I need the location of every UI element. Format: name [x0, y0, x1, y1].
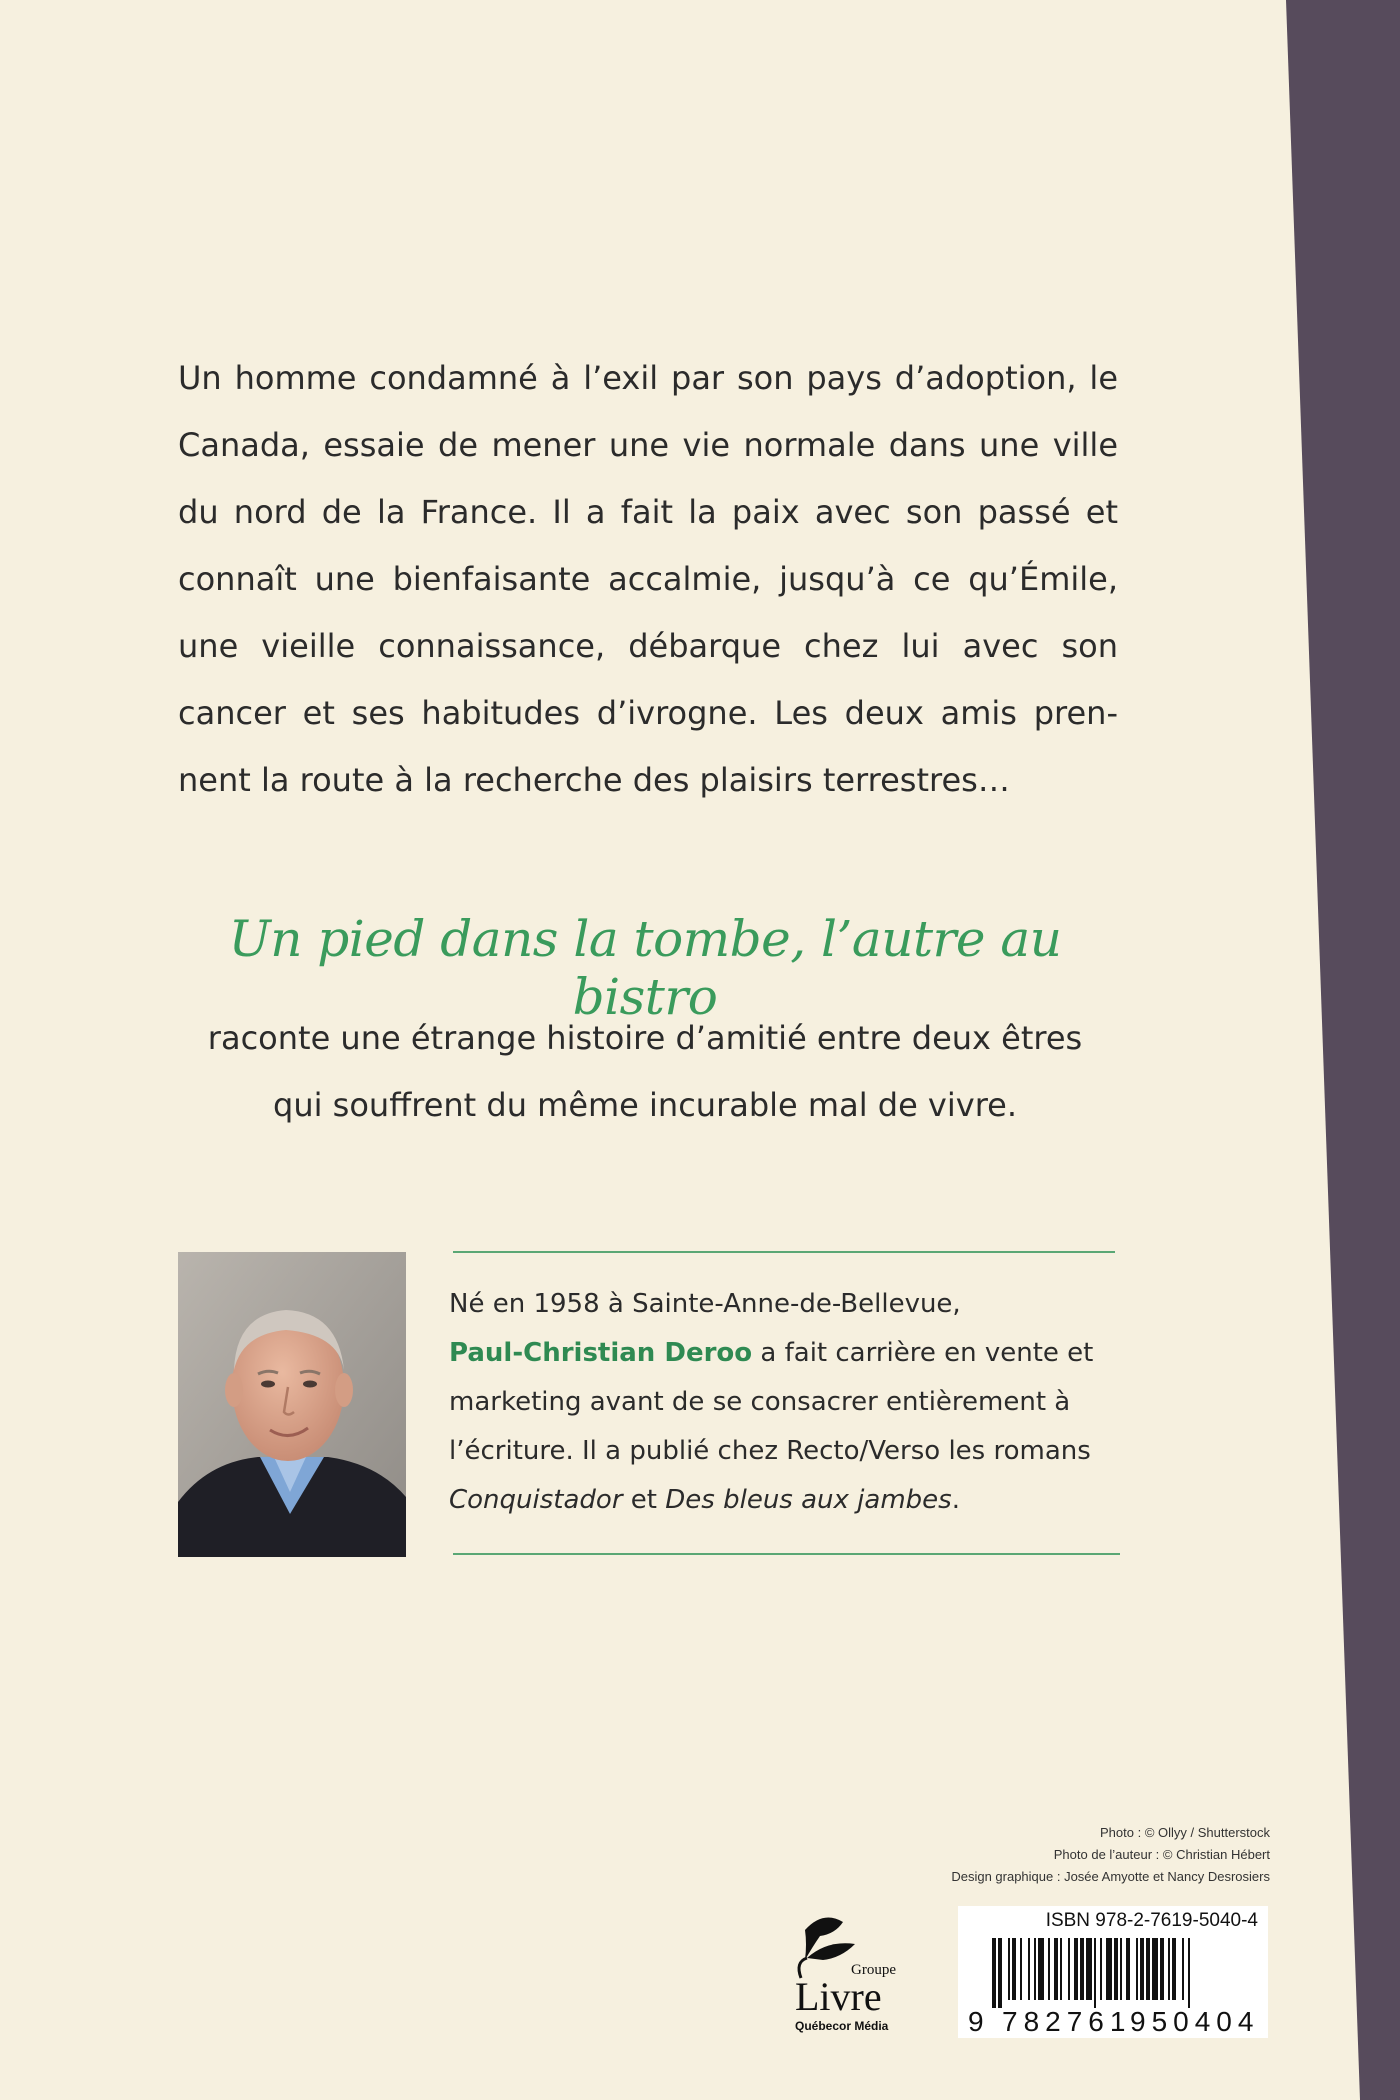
author-name: Paul-Christian Deroo: [449, 1338, 753, 1368]
bio-line: l’écriture. Il a publié chez Recto/Verso les romans: [449, 1436, 1091, 1466]
barcode-bar: [1182, 1938, 1184, 2000]
photo-credits: [850, 1822, 1270, 1888]
barcode-group-right: 950404: [1130, 2006, 1260, 2037]
barcode-bar: [1140, 1938, 1144, 2000]
barcode-group-left: 782761: [1002, 2006, 1132, 2037]
barcode-bar: [1146, 1938, 1150, 2000]
isbn-barcode: [958, 1906, 1268, 2038]
tagline: [175, 1005, 1115, 1139]
barcode-bar: [1038, 1938, 1044, 2000]
barcode-bar: [998, 1938, 1002, 2008]
bio-line: marketing avant de se consacrer entièrement à: [449, 1387, 1071, 1417]
publisher-logo: [765, 1900, 915, 2050]
barcode-bar: [1008, 1938, 1010, 2000]
bio-line: Né en 1958 à Sainte-Anne-de-Bellevue,: [449, 1289, 961, 1319]
book-title-script: Un pied dans la tombe, l’autre au bistro: [228, 910, 1062, 1026]
tagline-line: qui souffrent du même incurable mal de vivre.: [273, 1086, 1017, 1124]
barcode-bar: [1012, 1938, 1016, 2000]
barcode-bar: [1048, 1938, 1050, 2000]
barcode-bar: [1094, 1938, 1096, 2008]
barcode-bar: [1160, 1938, 1164, 2000]
credit-line: Design graphique : Josée Amyotte et Nancy Desrosiers: [951, 1869, 1270, 1884]
barcode-bar: [1126, 1938, 1130, 2000]
bio-top-rule: [453, 1251, 1115, 1253]
author-photo: [178, 1252, 406, 1557]
barcode-bar: [1152, 1938, 1158, 2000]
credit-line: Photo : © Ollyy / Shutterstock: [1100, 1825, 1270, 1840]
bio-text: .: [951, 1485, 960, 1515]
barcode-bar: [1114, 1938, 1118, 2000]
barcode-bar: [1188, 1938, 1190, 2008]
credit-line: Photo de l’auteur : © Christian Hébert: [1053, 1847, 1270, 1862]
author-bio: [449, 1280, 1129, 1525]
barcode-bar: [1168, 1938, 1170, 2000]
barcode-bar: [1136, 1938, 1138, 2000]
barcode-bar: [1020, 1938, 1022, 2000]
back-cover-blurb: [178, 345, 1118, 814]
barcode-bar: [1100, 1938, 1102, 2000]
isbn-label: ISBN 978-2-7619-5040-4: [1045, 1910, 1258, 1931]
barcode-bar: [1060, 1938, 1062, 2000]
barcode-bar: [1106, 1938, 1112, 2000]
bio-line: [449, 1476, 1129, 1525]
logo-livre: Livre: [795, 1974, 882, 2019]
book-title: Des bleus aux jambes: [665, 1485, 952, 1515]
barcode-bar: [1086, 1938, 1092, 2000]
blurb-line: nent la route à la recherche des plaisirs terrestres…: [178, 761, 1010, 799]
blurb-line: connaît une bienfaisante accalmie, jusqu’à ce qu’Émile,: [178, 560, 1118, 598]
barcode-bar: [1068, 1938, 1070, 2000]
blurb-line: Un homme condamné à l’exil par son pays d’adoption, le: [178, 359, 1118, 397]
blurb-line: du nord de la France. Il a fait la paix avec son passé et: [178, 493, 1118, 531]
blurb-line: cancer et ses habitudes d’ivrogne. Les deux amis pren-: [178, 694, 1118, 732]
barcode-digit-first: 9: [968, 2006, 984, 2037]
barcode-bar: [992, 1938, 996, 2008]
tagline-line: raconte une étrange histoire d’amitié entre deux êtres: [207, 1019, 1083, 1057]
bio-bottom-rule: [453, 1553, 1120, 1555]
book-title: Conquistador: [449, 1485, 623, 1515]
barcode-bar: [1028, 1938, 1030, 2000]
bio-line: [449, 1329, 1129, 1378]
barcode-bar: [1054, 1938, 1058, 2000]
barcode-bar: [1034, 1938, 1036, 2000]
barcode-bar: [1120, 1938, 1122, 2000]
blurb-line: une vieille connaissance, débarque chez lui avec son: [178, 627, 1118, 665]
blurb-line: Canada, essaie de mener une vie normale dans une ville: [178, 426, 1118, 464]
logo-media: Québecor Média: [795, 2019, 889, 2033]
barcode-bar: [1172, 1938, 1176, 2000]
logo-groupe: Groupe: [851, 1962, 896, 1978]
bio-text: a fait carrière en vente et: [752, 1338, 1094, 1368]
barcode-bars: [966, 1938, 1260, 2008]
barcode-bar: [1074, 1938, 1078, 2000]
barcode-bar: [1080, 1938, 1084, 2000]
bio-text: et: [622, 1485, 666, 1515]
